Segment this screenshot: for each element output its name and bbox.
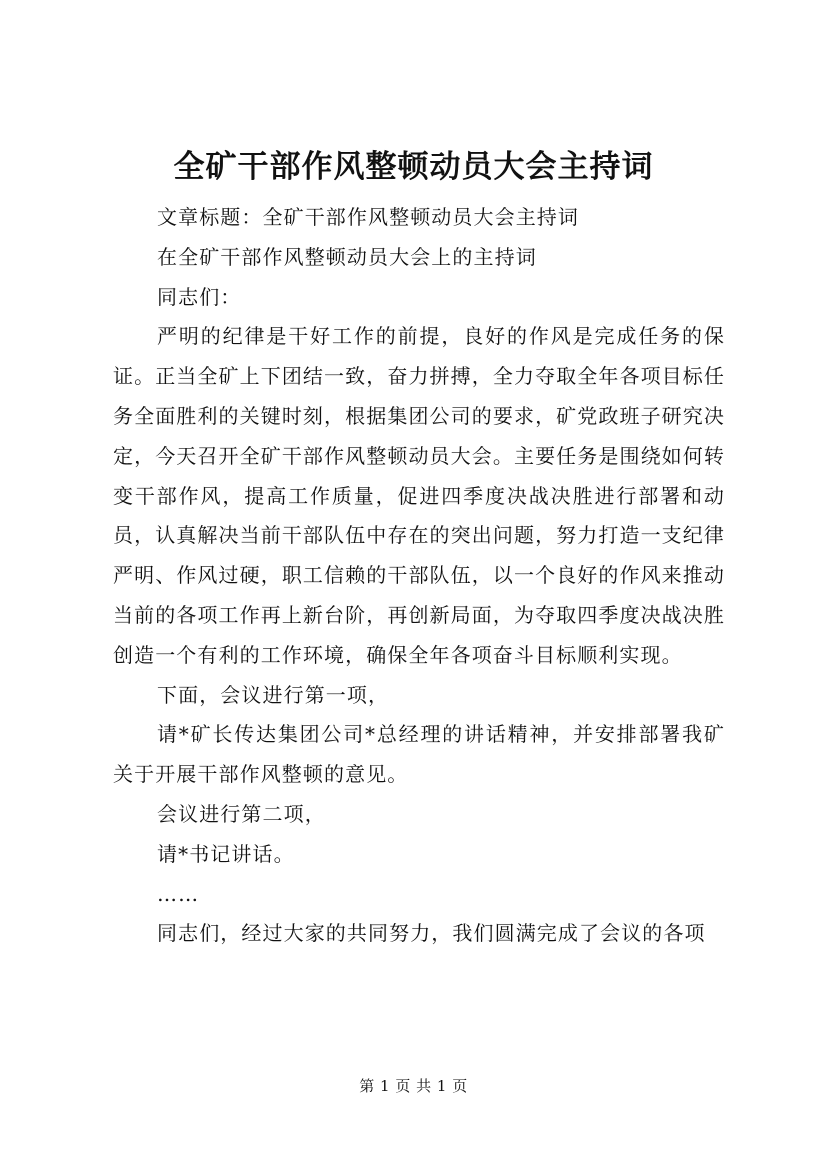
document-body <box>113 198 725 954</box>
subtitle-line: 在全矿干部作风整顿动员大会上的主持词 <box>157 244 537 269</box>
document-title: 全矿干部作风整顿动员大会主持词 <box>173 149 654 185</box>
article-title-line: 文章标题：全矿干部作风整顿动员大会主持词 <box>157 205 579 229</box>
agenda-item-2-detail: 请*书记讲话。 <box>157 841 295 866</box>
main-paragraph: 严明的纪律是干好工作的前提，良好的作风是完成任务的保证。正当全矿上下团结一致，奋力拼搏，全力夺取全年各项目标任务全面胜利的关键时刻，根据集团公司的要求，矿党政班子研究决定，今天召开全矿干部作风整顿动员大会。主要任务是围绕如何转变干部作风，提高工作质量，促进四季度决战决胜进行部署和动员，认真解决当前干部队伍中存在的突出问题，努力打造一支纪律严明、作风过硬，职工信赖的干部队伍，以一个良好的作风来推动当前的各项工作再上新台阶，再创新局面，为夺取四季度决战决胜创造一个有利的工作环境，确保全年各项奋斗目标顺利实现。 <box>113 324 725 667</box>
agenda-item-1-detail: 请*矿长传达集团公司*总经理的讲话精神，并安排部署我矿关于开展干部作风整顿的意见。 <box>113 722 725 787</box>
closing-paragraph: 同志们，经过大家的共同努力，我们圆满完成了会议的各项 <box>157 921 706 946</box>
ellipsis-line: …… <box>157 881 200 906</box>
agenda-item-2: 会议进行第二项， <box>157 801 326 826</box>
salutation: 同志们： <box>157 284 242 309</box>
agenda-item-1: 下面，会议进行第一项， <box>157 682 390 707</box>
page-number-footer: 第 1 页 共 1 页 <box>359 1077 468 1095</box>
